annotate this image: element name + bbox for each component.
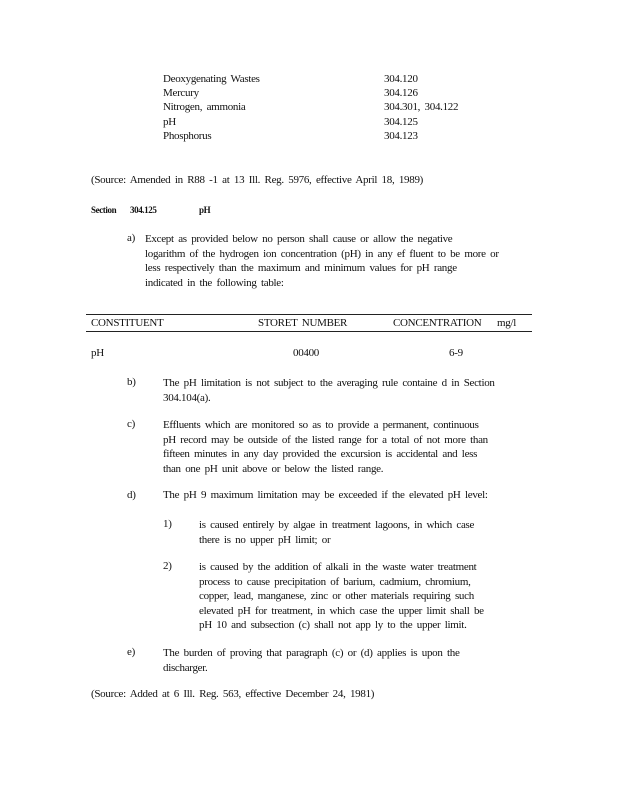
toc-label: Nitrogen, ammonia <box>163 101 246 113</box>
toc-ref: 304.120 <box>384 73 418 85</box>
paragraph-line: process to cause precipitation of barium, cadmium, chromium, <box>199 575 471 588</box>
subparagraph-2 <box>199 560 484 633</box>
paragraph-line: pH 10 and subsection (c) shall not app ly to the upper limit. <box>199 619 467 631</box>
paragraph-line: discharger. <box>163 661 208 674</box>
toc-ref: 304.123 <box>384 130 418 142</box>
paragraph-line: there is no upper pH limit; or <box>199 533 331 546</box>
paragraph-marker: d) <box>127 489 136 501</box>
paragraph-line: logarithm of the hydrogen ion concentration (pH) in any ef fluent to be more or <box>145 247 499 260</box>
paragraph-line: Except as provided below no person shall cause or allow the negative <box>145 233 453 245</box>
source-note: (Source: Added at 6 Ill. Reg. 563, effective December 24, 1981) <box>91 688 375 700</box>
table-cell-concentration: 6-9 <box>449 347 463 359</box>
paragraph-d: The pH 9 maximum limitation may be exceeded if the elevated pH level: <box>163 489 488 501</box>
paragraph-line: 304.104(a). <box>163 391 211 404</box>
paragraph-line: The burden of proving that paragraph (c) or (d) applies is upon the <box>163 647 460 659</box>
toc-ref: 304.126 <box>384 87 418 99</box>
paragraph-line: than one pH unit above or below the listed range. <box>163 462 384 475</box>
table-header-rule <box>86 331 532 332</box>
section-word: Section <box>91 205 117 215</box>
column-header-constituent: CONSTITUENT <box>91 317 164 329</box>
paragraph-line: Effluents which are monitored so as to provide a permanent, continuous <box>163 419 479 431</box>
toc-ref: 304.125 <box>384 116 418 128</box>
paragraph-a <box>145 232 499 290</box>
paragraph-marker: c) <box>127 418 135 430</box>
paragraph-c <box>163 418 488 476</box>
paragraph-b <box>163 376 495 405</box>
table-cell-storet: 00400 <box>293 347 320 359</box>
paragraph-marker: a) <box>127 232 135 244</box>
toc-label: pH <box>163 116 176 128</box>
column-header-storet: STORET NUMBER <box>258 317 348 329</box>
table-top-rule <box>86 314 532 315</box>
paragraph-line: copper, lead, manganese, zinc or other materials requiring such <box>199 590 474 602</box>
paragraph-e <box>163 646 460 675</box>
paragraph-line: indicated in the following table: <box>145 276 284 289</box>
section-number: 304.125 <box>130 205 157 215</box>
toc-ref: 304.301, 304.122 <box>384 101 459 113</box>
column-header-concentration: CONCENTRATION <box>393 317 482 329</box>
toc-label: Phosphorus <box>163 130 212 142</box>
paragraph-line: less respectively than the maximum and minimum values for pH range <box>145 262 457 274</box>
paragraph-line: The pH limitation is not subject to the averaging rule containe d in Section <box>163 377 495 389</box>
source-note: (Source: Amended in R88 -1 at 13 Ill. Reg. 5976, effective April 18, 1989) <box>91 174 424 186</box>
column-header-unit: mg/l <box>497 317 516 329</box>
paragraph-marker: e) <box>127 646 135 658</box>
paragraph-line: fifteen minutes in any day provided the excursion is accidental and less <box>163 448 478 460</box>
table-cell-constituent: pH <box>91 347 104 359</box>
paragraph-marker: b) <box>127 376 136 388</box>
paragraph-line: elevated pH for treatment, in which case the upper limit shall be <box>199 604 484 617</box>
paragraph-line: pH record may be outside of the listed range for a total of not more than <box>163 433 488 446</box>
toc-label: Mercury <box>163 87 199 99</box>
toc-label: Deoxygenating Wastes <box>163 73 260 85</box>
section-title: pH <box>199 205 211 215</box>
subparagraph-marker: 1) <box>163 518 172 530</box>
paragraph-line: is caused entirely by algae in treatment lagoons, in which case <box>199 519 475 531</box>
paragraph-line: is caused by the addition of alkali in the waste water treatment <box>199 561 477 573</box>
subparagraph-1 <box>199 518 474 547</box>
subparagraph-marker: 2) <box>163 560 172 572</box>
